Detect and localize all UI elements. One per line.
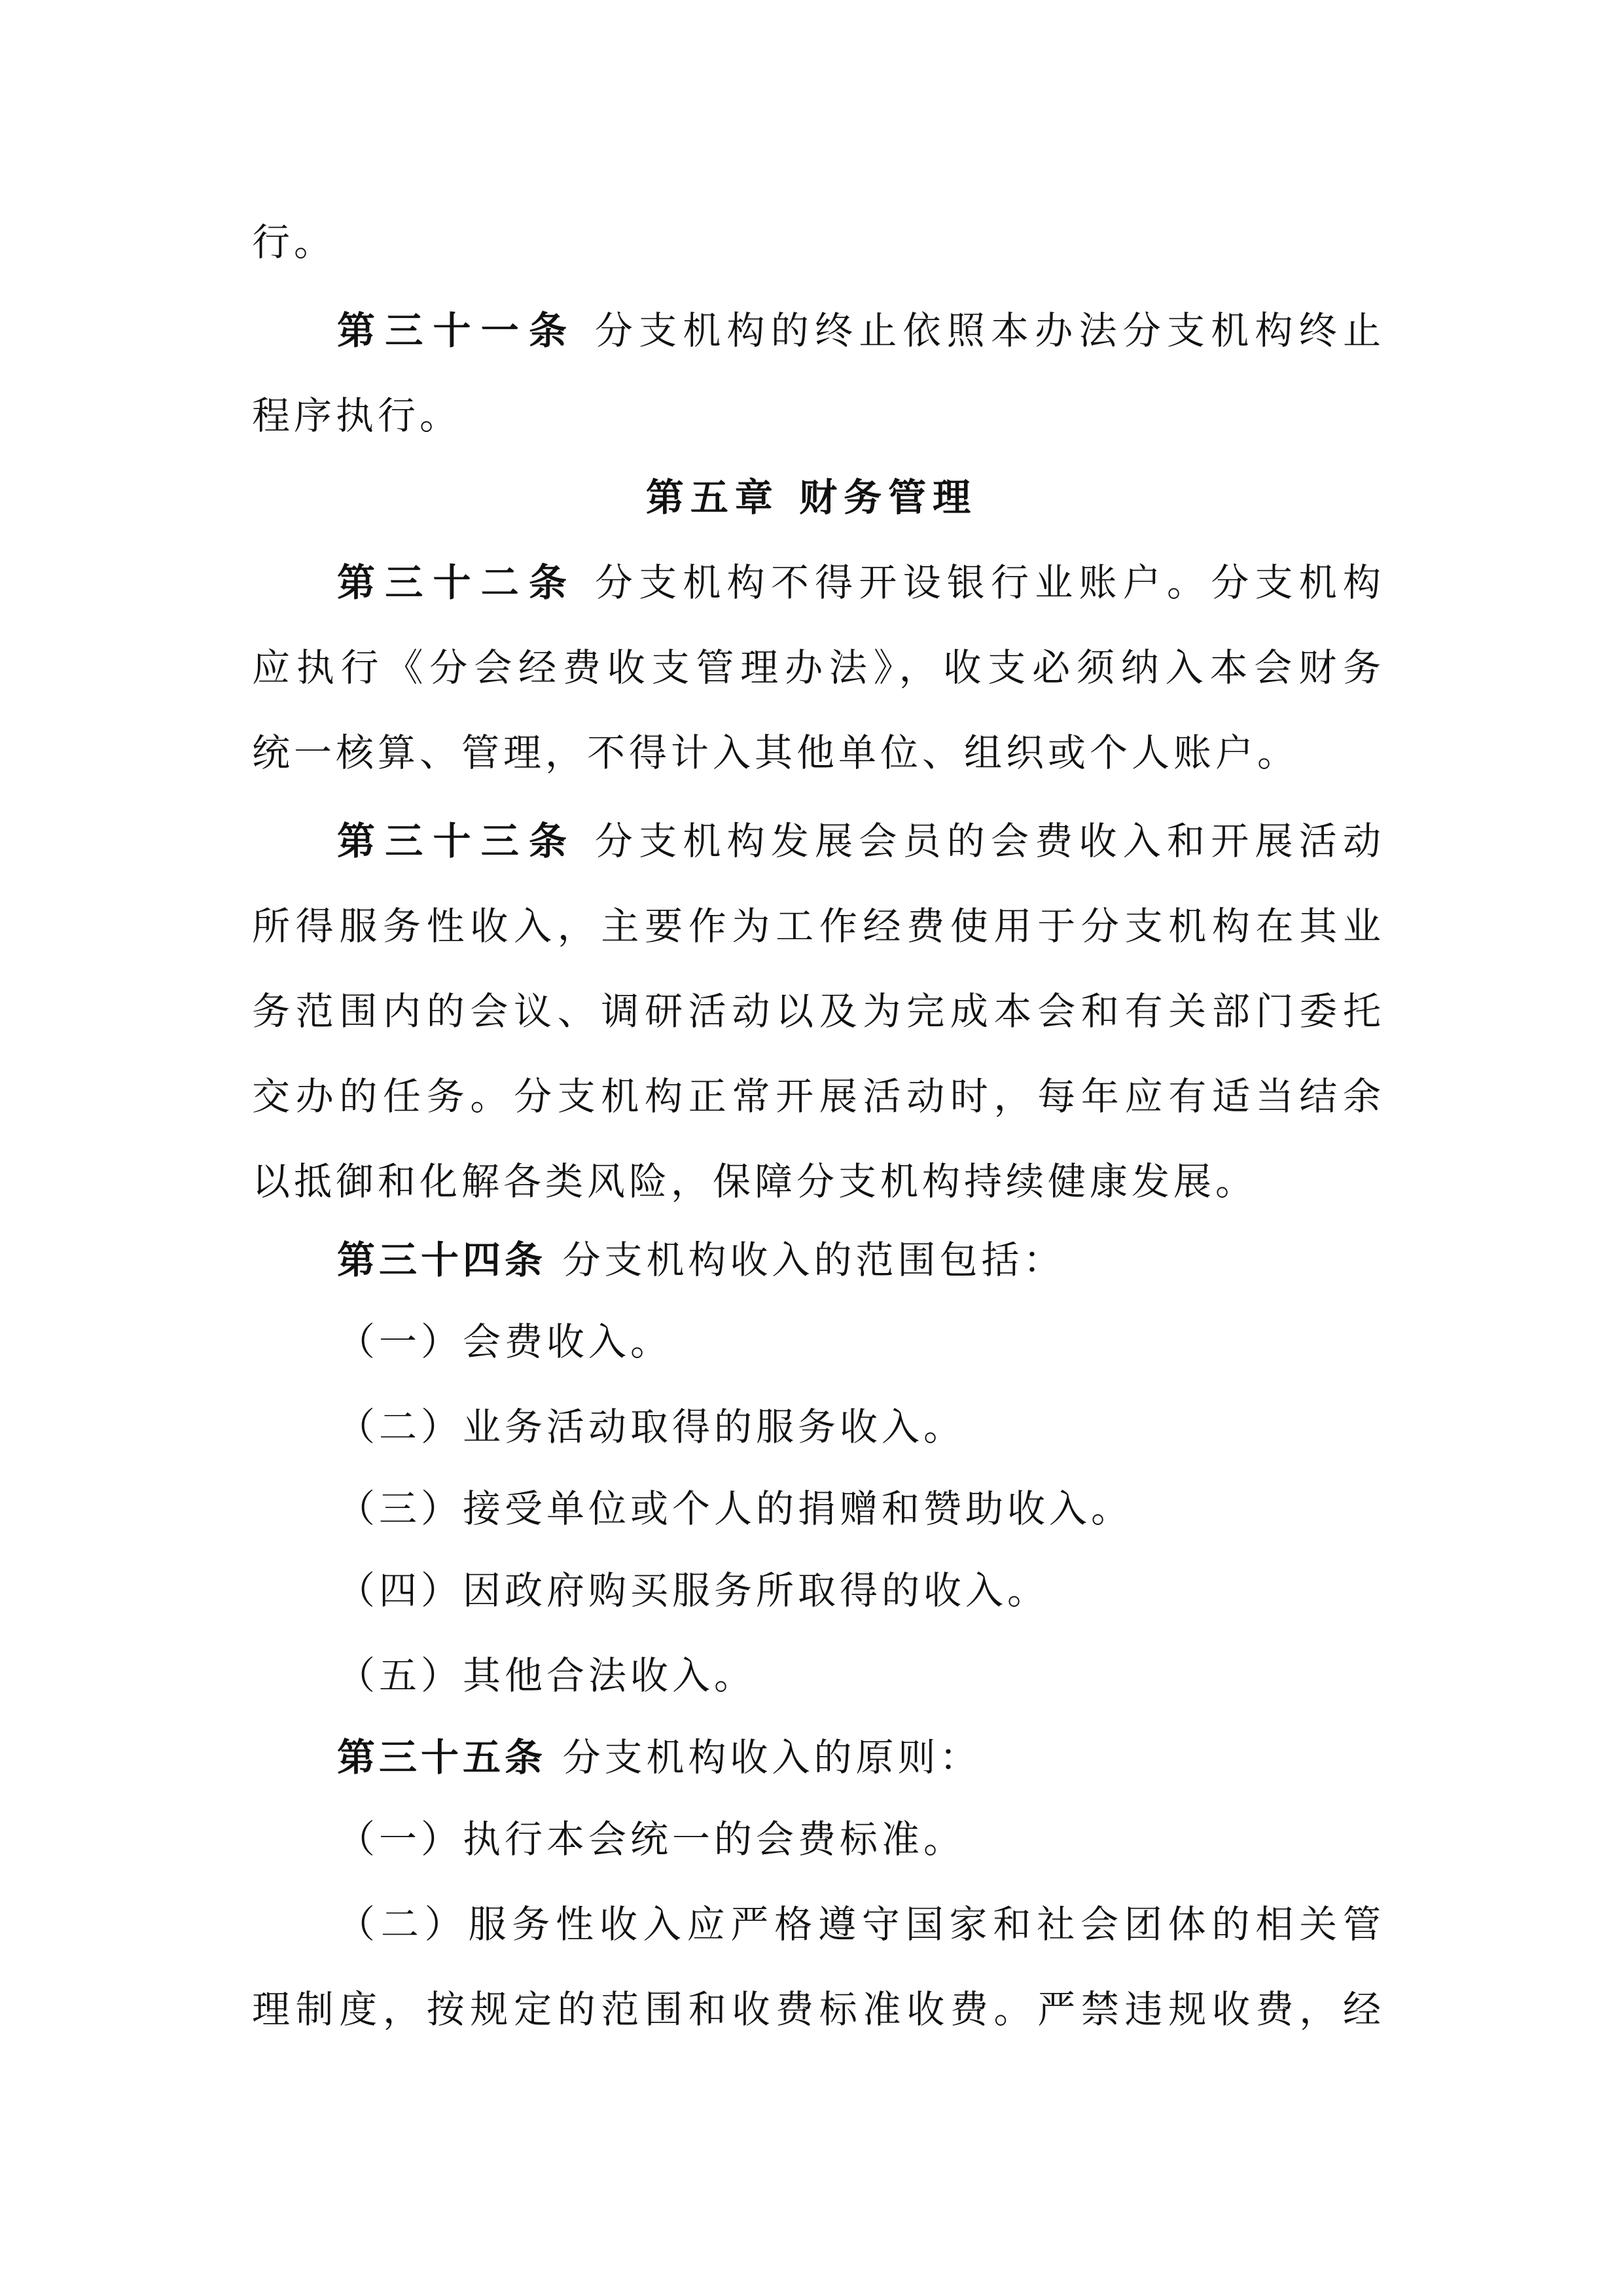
line-text: （五）其他合法收入。 [337,1653,757,1698]
line-text: 理制度，按规定的范围和收费标准收费。严禁违规收费，经 [252,1987,1381,2032]
text-line [252,726,1381,779]
line-text: （一）会费收入。 [337,1319,673,1364]
article-35-line [337,1731,1381,1784]
line-text: 所得服务性收入，主要作为工作经费使用于分支机构在其业 [252,904,1381,948]
line-text: （二）服务性收入应严格遵守国家和社会团体的相关管 [337,1902,1381,1946]
line-text: （三）接受单位或个人的捐赠和赞助收入。 [337,1486,1133,1531]
list-item [337,1482,1381,1535]
list-item [337,1401,1381,1453]
line-text: 应执行《分会经费收支管理办法》，收支必须纳入本会财务 [252,645,1381,690]
line-text: 分支机构收入的范围包括： [546,1238,1065,1282]
line-text: 分支机构收入的原则： [546,1735,982,1780]
article-34-line [337,1234,1381,1286]
line-text: 交办的任务。分支机构正常开展活动时，每年应有适当结余 [252,1074,1381,1119]
list-item [337,1649,1381,1702]
line-text: （四）因政府购买服务所取得的收入。 [337,1568,1050,1613]
text-line [252,900,1381,952]
text-line [252,1983,1381,2036]
text-line [252,1155,1381,1208]
text-line [252,641,1381,694]
line-text: 统一核算、管理，不得计入其他单位、组织或个人账户。 [252,730,1300,775]
article-heading: 第三十二条 [337,560,577,605]
article-32-line [337,556,1381,609]
text-line [252,216,1381,268]
line-text: 分支机构不得开设银行业账户。分支机构 [577,560,1381,605]
line-text: 分支机构的终止依照本办法分支机构终止 [577,308,1381,353]
chapter-heading [0,471,1623,524]
list-item [337,1564,1381,1617]
line-text: 行。 [252,220,336,264]
line-text: （二）业务活动取得的服务收入。 [337,1405,966,1449]
line-text: 分支机构发展会员的会费收入和开展活动 [577,819,1381,863]
article-heading: 第三十四条 [337,1238,547,1282]
line-text: 以抵御和化解各类风险，保障分支机构持续健康发展。 [252,1159,1258,1204]
list-item [337,1898,1381,1950]
text-line [252,389,1381,442]
line-text: 程序执行。 [252,393,462,438]
chapter-title: 第五章 财务管理 [645,475,978,520]
list-item [337,1316,1381,1368]
article-heading: 第三十一条 [337,308,577,353]
list-item [337,1813,1381,1865]
text-line [252,985,1381,1037]
line-text: 务范围内的会议、调研活动以及为完成本会和有关部门委托 [252,989,1381,1033]
article-31-line [337,304,1381,357]
text-line [252,1070,1381,1122]
article-heading: 第三十五条 [337,1735,547,1780]
line-text: （一）执行本会统一的会费标准。 [337,1817,966,1861]
article-heading: 第三十三条 [337,819,577,863]
article-33-line [337,815,1381,867]
